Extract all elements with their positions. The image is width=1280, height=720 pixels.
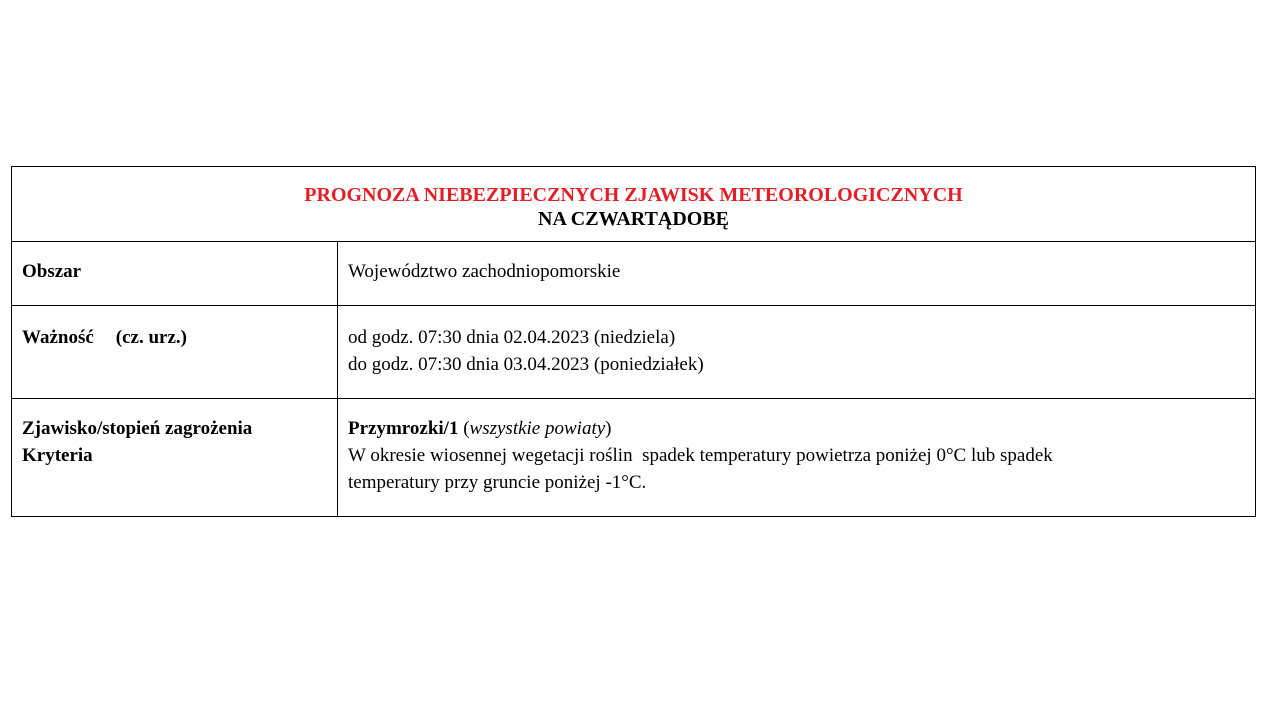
phenomenon-row — [12, 399, 1256, 517]
validity-label-sub: (cz. urz.) — [115, 327, 187, 348]
phenomenon-value-cell — [338, 399, 1256, 517]
area-row — [12, 242, 1256, 306]
criteria-label: Kryteria — [22, 445, 93, 466]
phenomenon-label: Zjawisko/stopień zagrożenia — [22, 418, 253, 439]
scope-close: ) — [605, 418, 612, 439]
criteria-line-1: W okresie wiosennej wegetacji roślin spadek temperatury powietrza poniżej 0°C lub spadek — [348, 445, 1053, 466]
warning-table — [11, 166, 1256, 517]
validity-from: od godz. 07:30 dnia 02.04.2023 (niedziela) — [348, 327, 676, 348]
validity-label-cell — [12, 306, 338, 399]
criteria-line-2: temperatury przy gruncie poniżej -1°C. — [348, 472, 647, 493]
title-row — [12, 167, 1256, 242]
page-title: PROGNOZA NIEBEZPIECZNYCH ZJAWISK METEOROLOGICZNYCH — [304, 184, 963, 206]
area-value: Województwo zachodniopomorskie — [348, 261, 621, 282]
phenomenon-heading — [348, 415, 1255, 442]
page-subtitle: NA CZWARTĄDOBĘ — [538, 208, 729, 230]
area-label: Obszar — [22, 261, 82, 282]
validity-row — [12, 306, 1256, 399]
validity-to: do godz. 07:30 dnia 03.04.2023 (poniedziałek) — [348, 354, 704, 375]
area-value-cell — [338, 242, 1256, 306]
phenomenon-name: Przymrozki/1 — [348, 418, 459, 439]
area-label-cell — [12, 242, 338, 306]
scope-open: ( — [463, 418, 470, 439]
phenomenon-scope: wszystkie powiaty — [469, 418, 606, 439]
validity-value-cell — [338, 306, 1256, 399]
title-cell — [12, 167, 1256, 242]
validity-label: Ważność — [22, 327, 94, 348]
phenomenon-label-cell — [12, 399, 338, 517]
